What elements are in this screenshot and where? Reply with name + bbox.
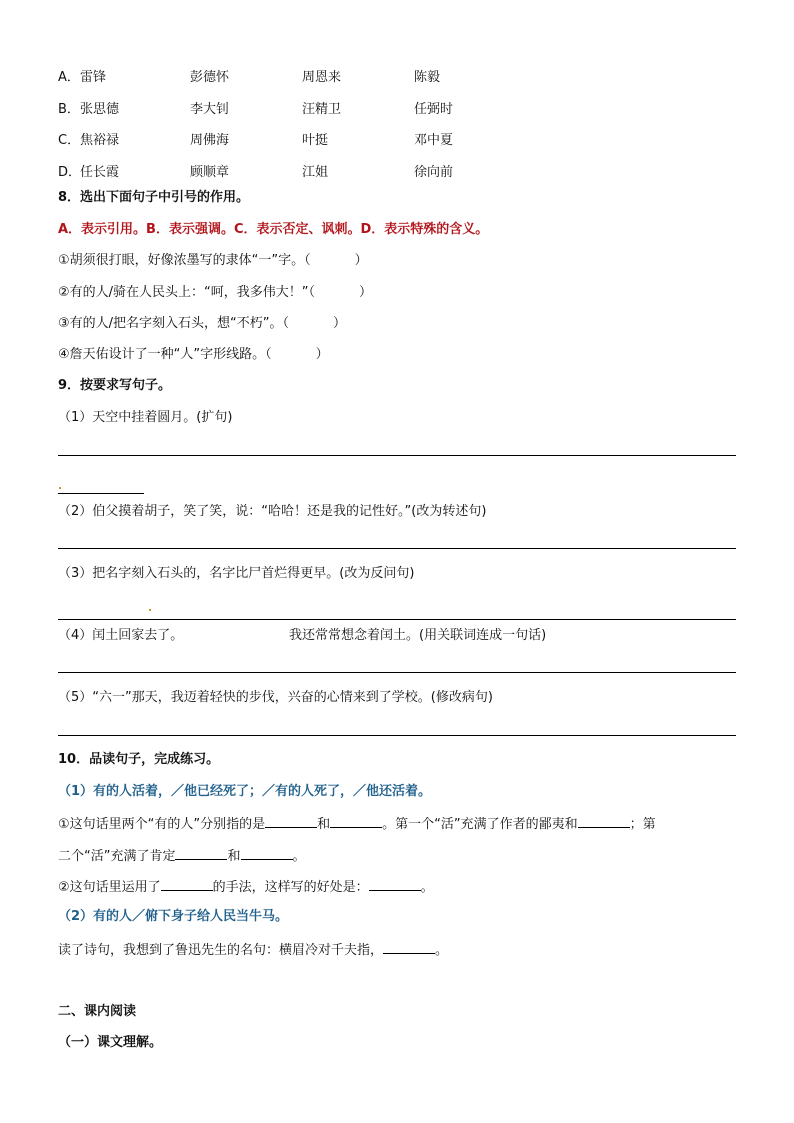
option-name: 顾顺章: [190, 164, 230, 180]
answer-line-2[interactable]: [58, 548, 736, 549]
option-letter: B．: [58, 101, 80, 117]
option-name: 彭德怀: [190, 70, 230, 85]
option-name: 李大钊: [190, 101, 230, 117]
option-name: 焦裕禄: [80, 133, 120, 148]
q9-title: 9．按要求写句子。: [58, 378, 172, 393]
q9-item-4: （4）闰土回家去了。: [58, 628, 184, 643]
option-letter: D．: [58, 164, 82, 180]
q10-line2: 二个“活”充满了肯定 和 。: [58, 849, 306, 864]
answer-line-5[interactable]: [58, 735, 736, 736]
option-name: 任弼时: [414, 101, 454, 117]
blank[interactable]: [383, 941, 435, 954]
q9-item-5: （5）“六一”那天，我迈着轻快的步伐，兴奋的心情来到了学校。(修改病句): [58, 690, 493, 705]
option-name: 张思德: [80, 101, 120, 117]
q8-item-1: ①胡须很打眼，好像浓墨写的隶体“一”字。（ ）: [58, 253, 368, 268]
option-name: 叶挺: [302, 133, 329, 148]
blank[interactable]: [175, 847, 227, 860]
option-name: 徐向前: [414, 164, 454, 180]
section2-sub: （一）课文理解。: [58, 1035, 163, 1050]
q9-item-1: （1）天空中挂着圆月。(扩句): [58, 410, 233, 425]
blank[interactable]: [265, 815, 317, 828]
q10-title: 10．品读句子，完成练习。: [58, 752, 220, 767]
option-name: 周恩来: [302, 70, 342, 85]
blank[interactable]: [330, 815, 382, 828]
section2-title: 二、课内阅读: [58, 1004, 137, 1019]
blank[interactable]: [578, 815, 630, 828]
option-name: 任长霞: [80, 164, 120, 180]
q8-item-4: ④詹天佑设计了一种“人”字形线路。（ ）: [58, 347, 329, 362]
q10-line3: ②这句话里运用了 的手法，这样写的好处是： 。: [58, 880, 434, 895]
q10-line1: ①这句话里两个“有的人”分别指的是 和 。第一个“活”充满了作者的鄙夷和 ；第: [58, 817, 656, 832]
answer-line-1[interactable]: [58, 455, 736, 456]
answer-line-4[interactable]: [58, 672, 736, 673]
option-name: 陈毅: [414, 70, 441, 85]
q10-sub1: （1）有的人活着，／他已经死了；／有的人死了，／他还活着。: [58, 784, 432, 799]
blank[interactable]: [241, 847, 293, 860]
q8-item-2: ②有的人/骑在人民头上：“呵，我多伟大！”（ ）: [58, 285, 373, 300]
answer-line-1b[interactable]: [58, 493, 144, 494]
stray-mark: [59, 487, 61, 489]
q9-item-2: （2）伯父摸着胡子，笑了笑，说：“哈哈！还是我的记性好。”(改为转述句): [58, 504, 487, 519]
option-name: 邓中夏: [414, 133, 454, 148]
q9-item-4-part2: 我还常常想念着闰土。(用关联词连成一句话): [289, 628, 547, 643]
q10-sub2: （2）有的人／俯下身子给人民当牛马。: [58, 909, 289, 924]
blank[interactable]: [161, 878, 213, 891]
q9-item-3: （3）把名字刻入石头的，名字比尸首烂得更早。(改为反问句): [58, 566, 415, 581]
option-name: 雷锋: [80, 70, 107, 85]
option-letter: A．: [58, 70, 80, 85]
option-name: 周佛海: [190, 133, 230, 148]
blank[interactable]: [369, 878, 421, 891]
q8-options: A．表示引用。B．表示强调。C．表示否定、讽刺。D．表示特殊的含义。: [58, 222, 489, 237]
q8-item-3: ③有的人/把名字刻入石头，想“不朽”。（ ）: [58, 316, 347, 331]
stray-mark: [149, 609, 151, 611]
option-name: 江姐: [302, 164, 329, 180]
option-name: 汪精卫: [302, 101, 342, 117]
option-letter: C．: [58, 133, 81, 148]
answer-line-3[interactable]: [58, 619, 736, 620]
q10-line4: 读了诗句，我想到了鲁迅先生的名句：横眉冷对千夫指， 。: [58, 943, 449, 958]
q8-title: 8．选出下面句子中引号的作用。: [58, 190, 250, 205]
